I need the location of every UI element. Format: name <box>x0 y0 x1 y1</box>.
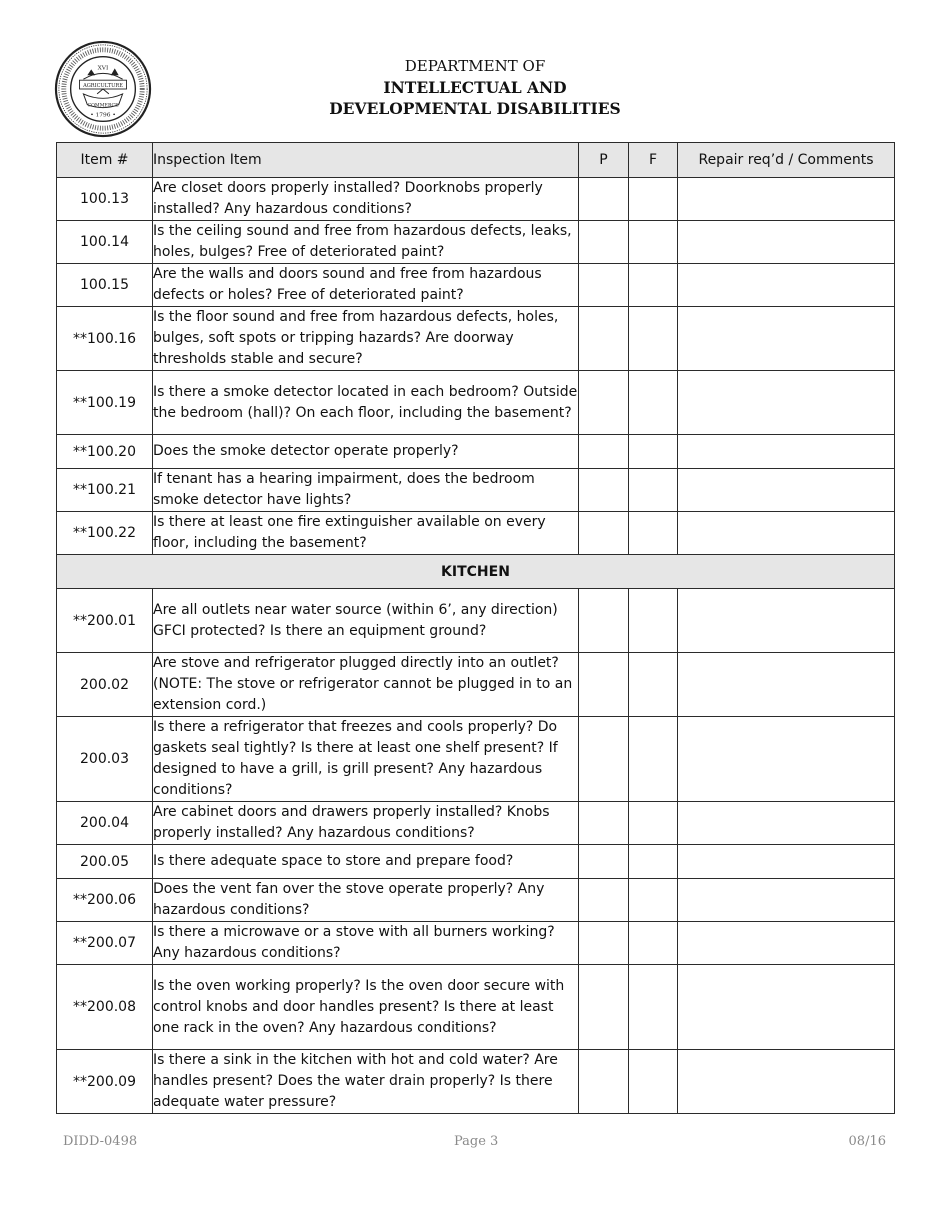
footer-date: 08/16 <box>848 1134 886 1149</box>
inspection-item-cell: Are closet doors properly installed? Doorknobs properly installed? Any hazardous conditions? <box>153 178 579 221</box>
department-heading <box>300 56 650 119</box>
column-header-comments: Repair req’d / Comments <box>678 143 895 178</box>
inspection-item-cell: Does the vent fan over the stove operate properly? Any hazardous conditions? <box>153 879 579 922</box>
fail-cell[interactable] <box>629 469 678 512</box>
dept-line-1: DEPARTMENT OF <box>404 57 546 75</box>
item-number-cell: **100.22 <box>57 512 153 555</box>
dept-line-2: INTELLECTUAL AND <box>383 78 567 97</box>
pass-cell[interactable] <box>579 589 629 653</box>
item-number-cell: **100.21 <box>57 469 153 512</box>
table-row <box>57 371 895 435</box>
pass-cell[interactable] <box>579 435 629 469</box>
pass-cell[interactable] <box>579 1050 629 1114</box>
comments-cell[interactable] <box>678 717 895 802</box>
inspection-item-cell: Does the smoke detector operate properly? <box>153 435 579 469</box>
table-row <box>57 653 895 717</box>
pass-cell[interactable] <box>579 264 629 307</box>
item-number-cell: 200.05 <box>57 845 153 879</box>
pass-cell[interactable] <box>579 965 629 1050</box>
comments-cell[interactable] <box>678 371 895 435</box>
comments-cell[interactable] <box>678 802 895 845</box>
pass-cell[interactable] <box>579 717 629 802</box>
table-row <box>57 435 895 469</box>
pass-cell[interactable] <box>579 469 629 512</box>
column-header-item-number: Item # <box>57 143 153 178</box>
footer-form-id: DIDD-0498 <box>63 1134 138 1149</box>
item-number-cell: **200.01 <box>57 589 153 653</box>
fail-cell[interactable] <box>629 922 678 965</box>
pass-cell[interactable] <box>579 845 629 879</box>
inspection-item-cell: Are all outlets near water source (within 6’, any direction) GFCI protected? Is there an equipment ground? <box>153 589 579 653</box>
table-header-row <box>57 143 895 178</box>
table-row <box>57 717 895 802</box>
item-number-cell: 100.14 <box>57 221 153 264</box>
inspection-item-cell: If tenant has a hearing impairment, does the bedroom smoke detector have lights? <box>153 469 579 512</box>
table-row <box>57 221 895 264</box>
table-row <box>57 264 895 307</box>
comments-cell[interactable] <box>678 469 895 512</box>
item-number-cell: **100.19 <box>57 371 153 435</box>
table-row <box>57 922 895 965</box>
comments-cell[interactable] <box>678 1050 895 1114</box>
footer-page-number: Page 3 <box>454 1134 499 1149</box>
table-row <box>57 845 895 879</box>
dept-line-3: DEVELOPMENTAL DISABILITIES <box>329 99 621 118</box>
svg-text:AGRICULTURE: AGRICULTURE <box>83 83 123 90</box>
inspection-table <box>56 142 895 1114</box>
inspection-item-cell: Is there a smoke detector located in each bedroom? Outside the bedroom (hall)? On each floor, including the basement? <box>153 371 579 435</box>
pass-cell[interactable] <box>579 307 629 371</box>
comments-cell[interactable] <box>678 653 895 717</box>
pass-cell[interactable] <box>579 922 629 965</box>
fail-cell[interactable] <box>629 264 678 307</box>
comments-cell[interactable] <box>678 512 895 555</box>
inspection-item-cell: Is the oven working properly? Is the oven door secure with control knobs and door handles present? Is there at least one rack in the oven? Any hazardous conditions? <box>153 965 579 1050</box>
table-row <box>57 965 895 1050</box>
inspection-item-cell: Is the floor sound and free from hazardous defects, holes, bulges, soft spots or tripping hazards? Are doorway thresholds stable and secure? <box>153 307 579 371</box>
inspection-item-cell: Are cabinet doors and drawers properly installed? Knobs properly installed? Any hazardous conditions? <box>153 802 579 845</box>
pass-cell[interactable] <box>579 512 629 555</box>
table-row <box>57 307 895 371</box>
comments-cell[interactable] <box>678 435 895 469</box>
comments-cell[interactable] <box>678 178 895 221</box>
inspection-item-cell: Is there a sink in the kitchen with hot and cold water? Are handles present? Does the water drain properly? Is there adequate water pressure? <box>153 1050 579 1114</box>
pass-cell[interactable] <box>579 371 629 435</box>
comments-cell[interactable] <box>678 965 895 1050</box>
comments-cell[interactable] <box>678 922 895 965</box>
fail-cell[interactable] <box>629 845 678 879</box>
comments-cell[interactable] <box>678 879 895 922</box>
table-row <box>57 879 895 922</box>
table-row <box>57 802 895 845</box>
fail-cell[interactable] <box>629 717 678 802</box>
pass-cell[interactable] <box>579 653 629 717</box>
inspection-item-cell: Is there at least one fire extinguisher available on every floor, including the basement? <box>153 512 579 555</box>
inspection-item-cell: Is the ceiling sound and free from hazardous defects, leaks, holes, bulges? Free of deteriorated paint? <box>153 221 579 264</box>
svg-text:• 1796 •: • 1796 • <box>90 112 116 119</box>
section-row-kitchen <box>57 555 895 589</box>
state-seal-logo <box>54 40 152 138</box>
inspection-item-cell: Are the walls and doors sound and free from hazardous defects or holes? Free of deteriorated paint? <box>153 264 579 307</box>
inspection-item-cell: Is there a microwave or a stove with all burners working? Any hazardous conditions? <box>153 922 579 965</box>
fail-cell[interactable] <box>629 653 678 717</box>
item-number-cell: 200.04 <box>57 802 153 845</box>
item-number-cell: **200.07 <box>57 922 153 965</box>
fail-cell[interactable] <box>629 802 678 845</box>
column-header-fail: F <box>629 143 678 178</box>
fail-cell[interactable] <box>629 371 678 435</box>
section-title: KITCHEN <box>57 555 895 589</box>
item-number-cell: **200.09 <box>57 1050 153 1114</box>
column-header-inspection-item: Inspection Item <box>153 143 579 178</box>
comments-cell[interactable] <box>678 221 895 264</box>
pass-cell[interactable] <box>579 802 629 845</box>
pass-cell[interactable] <box>579 178 629 221</box>
fail-cell[interactable] <box>629 307 678 371</box>
fail-cell[interactable] <box>629 965 678 1050</box>
comments-cell[interactable] <box>678 264 895 307</box>
fail-cell[interactable] <box>629 178 678 221</box>
svg-text:COMMERCE: COMMERCE <box>87 103 119 109</box>
fail-cell[interactable] <box>629 221 678 264</box>
item-number-cell: 100.15 <box>57 264 153 307</box>
column-header-pass: P <box>579 143 629 178</box>
fail-cell[interactable] <box>629 435 678 469</box>
inspection-item-cell: Is there adequate space to store and prepare food? <box>153 845 579 879</box>
item-number-cell: 100.13 <box>57 178 153 221</box>
item-number-cell: 200.03 <box>57 717 153 802</box>
item-number-cell: 200.02 <box>57 653 153 717</box>
svg-text:XVI: XVI <box>97 65 109 72</box>
table-row <box>57 1050 895 1114</box>
table-row <box>57 178 895 221</box>
item-number-cell: **100.16 <box>57 307 153 371</box>
inspection-item-cell: Are stove and refrigerator plugged directly into an outlet? (NOTE: The stove or refrigerator cannot be plugged in to an extension cord.) <box>153 653 579 717</box>
item-number-cell: **200.08 <box>57 965 153 1050</box>
pass-cell[interactable] <box>579 879 629 922</box>
comments-cell[interactable] <box>678 589 895 653</box>
item-number-cell: **100.20 <box>57 435 153 469</box>
table-row <box>57 589 895 653</box>
comments-cell[interactable] <box>678 307 895 371</box>
inspection-item-cell: Is there a refrigerator that freezes and cools properly? Do gaskets seal tightly? Is there at least one shelf present? If designed to have a grill, is grill present? Any hazardous conditions? <box>153 717 579 802</box>
fail-cell[interactable] <box>629 879 678 922</box>
item-number-cell: **200.06 <box>57 879 153 922</box>
comments-cell[interactable] <box>678 845 895 879</box>
fail-cell[interactable] <box>629 589 678 653</box>
fail-cell[interactable] <box>629 512 678 555</box>
table-row <box>57 512 895 555</box>
pass-cell[interactable] <box>579 221 629 264</box>
fail-cell[interactable] <box>629 1050 678 1114</box>
table-row <box>57 469 895 512</box>
